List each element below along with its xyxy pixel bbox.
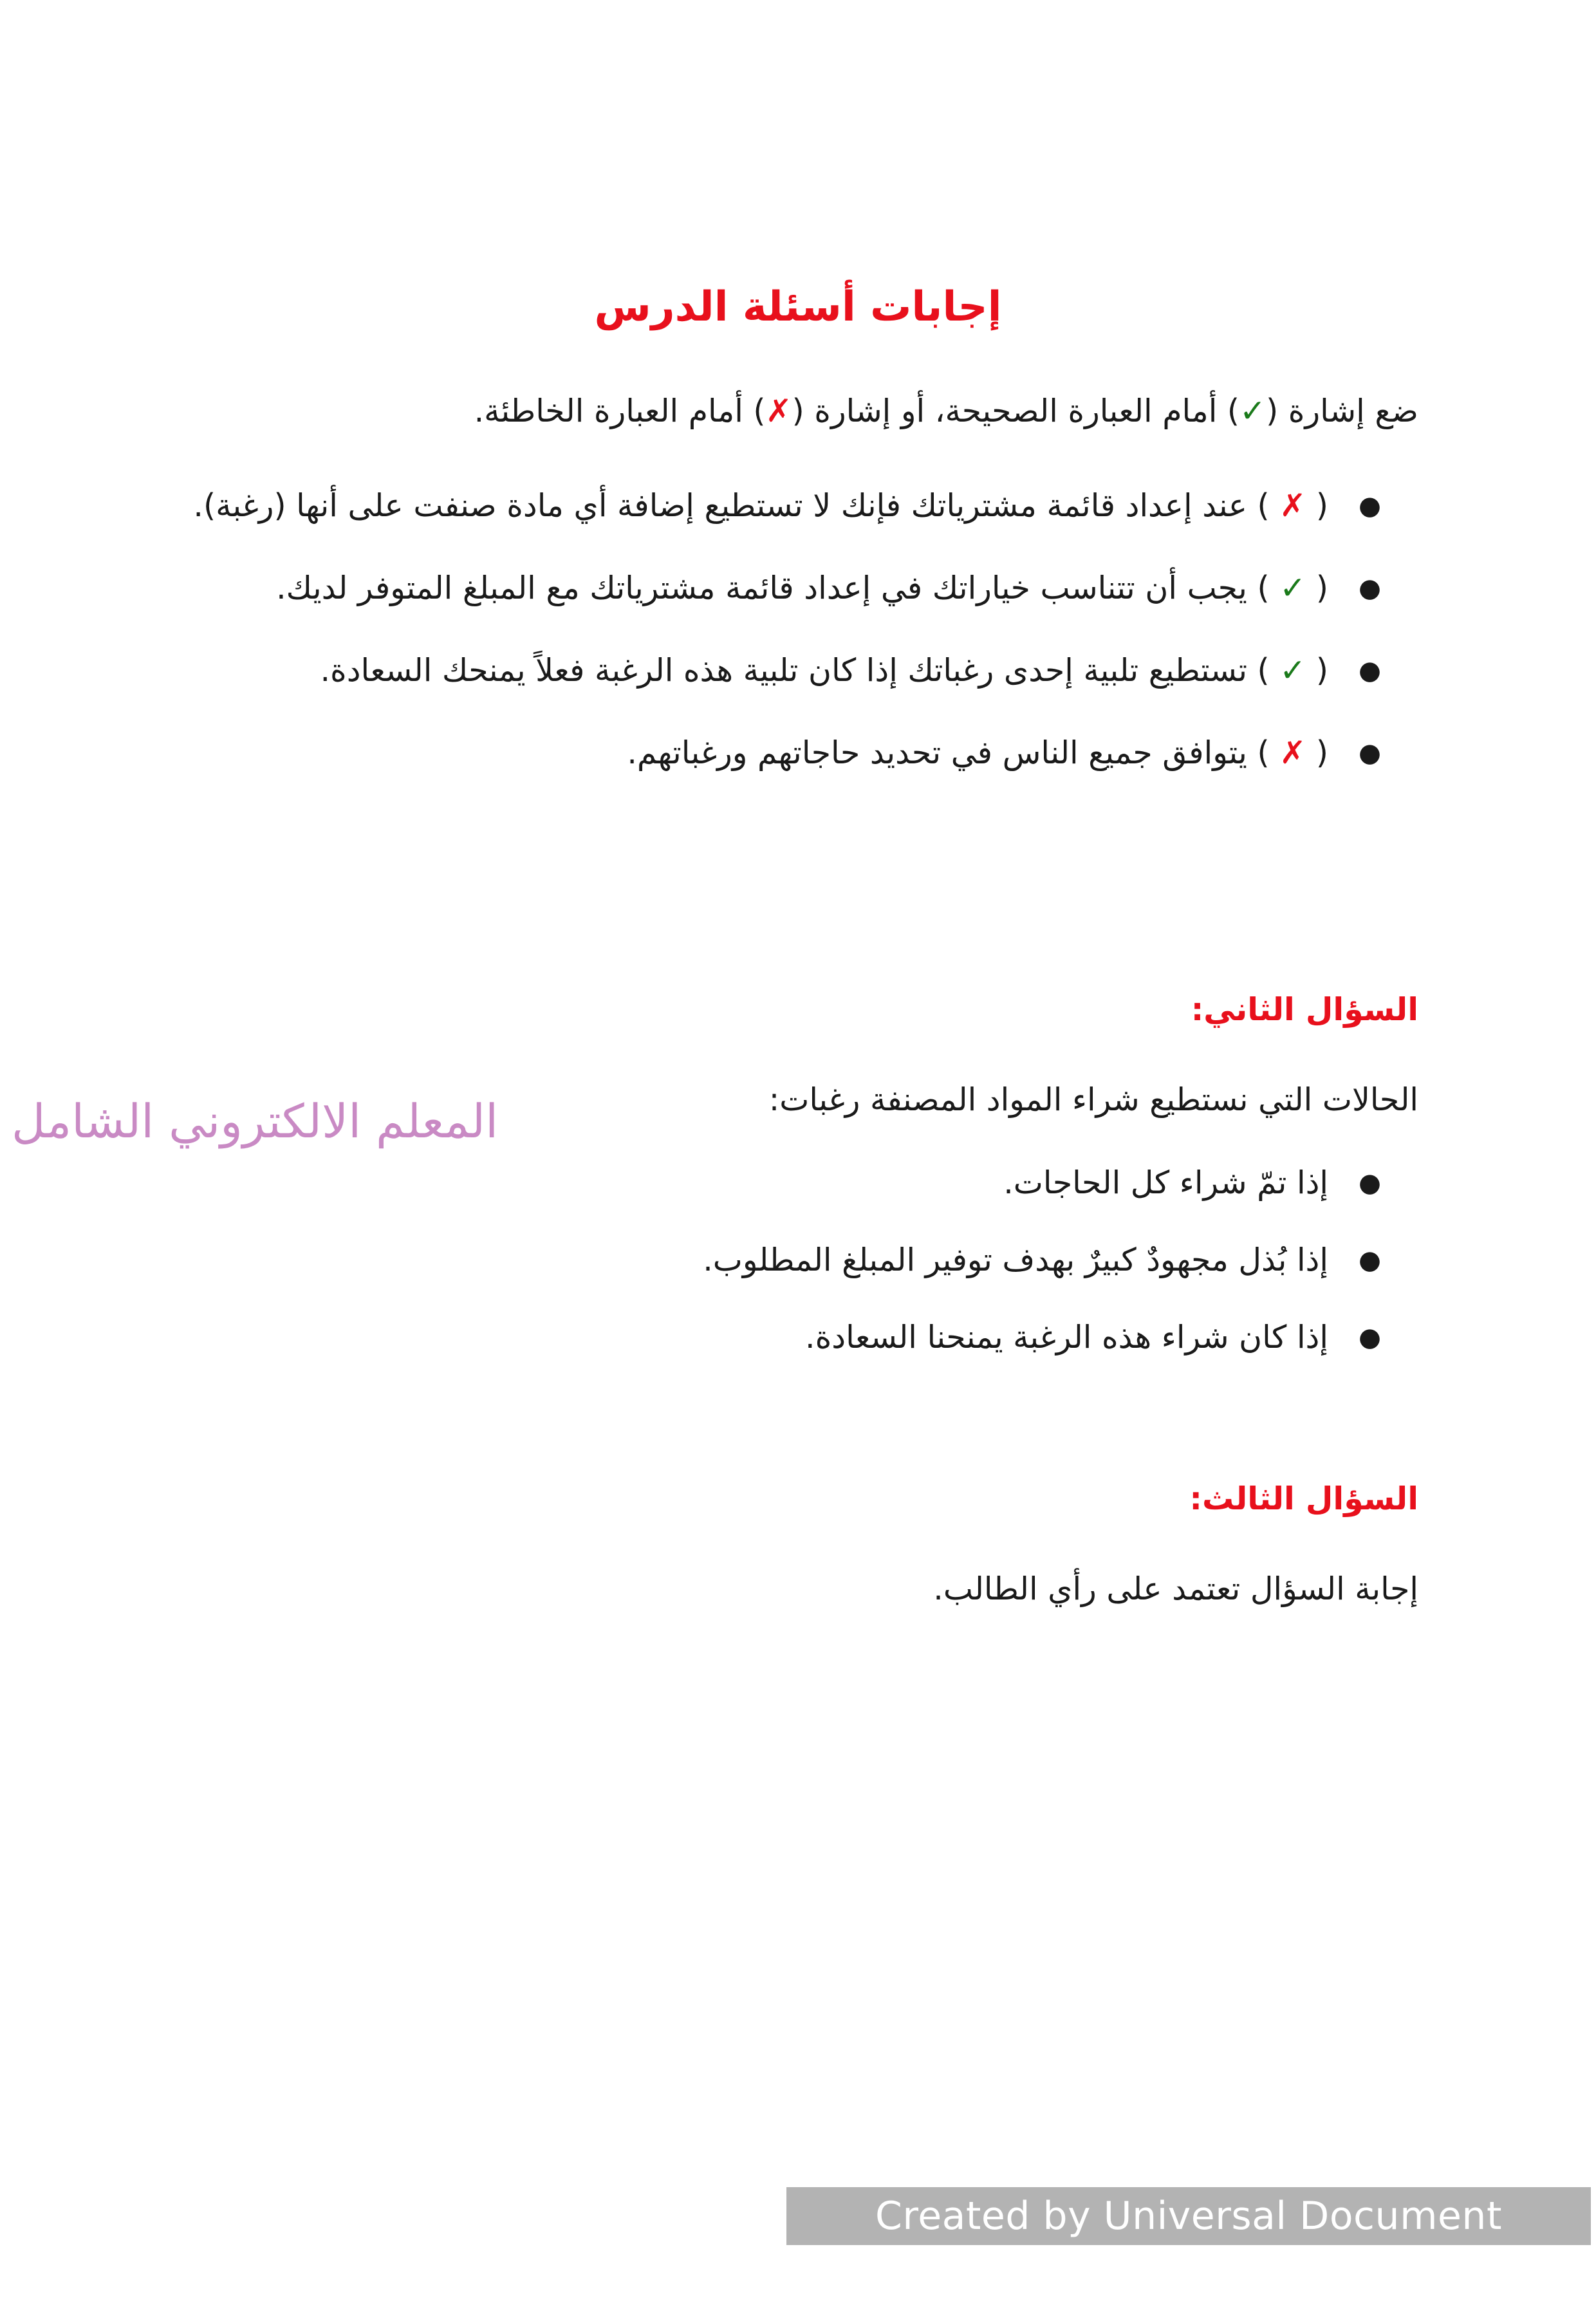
answer-mark: ( ✗ ): [1257, 734, 1328, 771]
bullet-icon: ●: [1359, 738, 1381, 768]
list-item-text: عند إعداد قائمة مشترياتك فإنك لا تستطيع إضافة أي مادة صنفت على أنها (رغبة).: [193, 487, 1247, 524]
cross-mark-icon: ✗: [1279, 487, 1306, 524]
question2-intro: الحالات التي نستطيع شراء المواد المصنفة رغبات:: [768, 1081, 1418, 1118]
list-item: [144, 1313, 1418, 1362]
question3-answer: إجابة السؤال تعتمد على رأي الطالب.: [933, 1571, 1418, 1607]
instruction-part1: ضع إشارة (: [1266, 393, 1418, 429]
check-mark-icon: ✓: [1279, 570, 1306, 606]
question1-instruction: [144, 386, 1418, 436]
list-item: [144, 481, 1418, 530]
bullet-icon: ●: [1359, 1168, 1381, 1198]
bullet-icon: ●: [1359, 573, 1381, 603]
list-item-text: تستطيع تلبية إحدى رغباتك إذا كان تلبية هذه الرغبة فعلاً يمنحك السعادة.: [320, 652, 1247, 689]
answer-mark: ( ✗ ): [1257, 487, 1328, 524]
list-item: [144, 1159, 1418, 1207]
instruction-part2: ) أمام العبارة الصحيحة، أو إشارة (: [792, 393, 1240, 429]
list-item: [144, 646, 1418, 695]
list-item-text: إذا تمّ شراء كل الحاجات.: [1003, 1164, 1328, 1201]
bullet-icon: ●: [1359, 1245, 1381, 1275]
question2-heading: السؤال الثاني:: [1191, 991, 1418, 1028]
bullet-icon: ●: [1359, 656, 1381, 685]
list-item: [144, 564, 1418, 613]
answer-mark: ( ✓ ): [1257, 652, 1328, 689]
bullet-icon: ●: [1359, 491, 1381, 521]
cross-mark-icon: ✗: [1279, 734, 1306, 771]
list-item-text: إذا كان شراء هذه الرغبة يمنحنا السعادة.: [805, 1319, 1328, 1356]
cross-mark-icon: ✗: [765, 393, 792, 429]
bullet-icon: ●: [1359, 1323, 1381, 1352]
watermark-text: المعلم الالكتروني الشامل: [12, 1094, 499, 1148]
question1-list: [144, 481, 1418, 811]
page-title: إجابات أسئلة الدرس: [594, 283, 1002, 331]
list-item: [144, 729, 1418, 778]
converter-footer-banner: Created by Universal Document Converter: [786, 2187, 1591, 2245]
list-item-text: يتوافق جميع الناس في تحديد حاجاتهم ورغباتهم.: [627, 734, 1247, 771]
check-mark-icon: ✓: [1239, 393, 1267, 429]
check-mark-icon: ✓: [1279, 652, 1306, 689]
list-item: [144, 1236, 1418, 1285]
answer-mark: ( ✓ ): [1257, 570, 1328, 606]
instruction-part3: ) أمام العبارة الخاطئة.: [474, 393, 766, 429]
list-item-text: إذا بُذل مجهودٌ كبيرٌ بهدف توفير المبلغ المطلوب.: [703, 1242, 1328, 1278]
question2-list: [144, 1159, 1418, 1390]
list-item-text: يجب أن تتناسب خياراتك في إعداد قائمة مشترياتك مع المبلغ المتوفر لديك.: [276, 570, 1247, 606]
question3-heading: السؤال الثالث:: [1189, 1480, 1418, 1517]
